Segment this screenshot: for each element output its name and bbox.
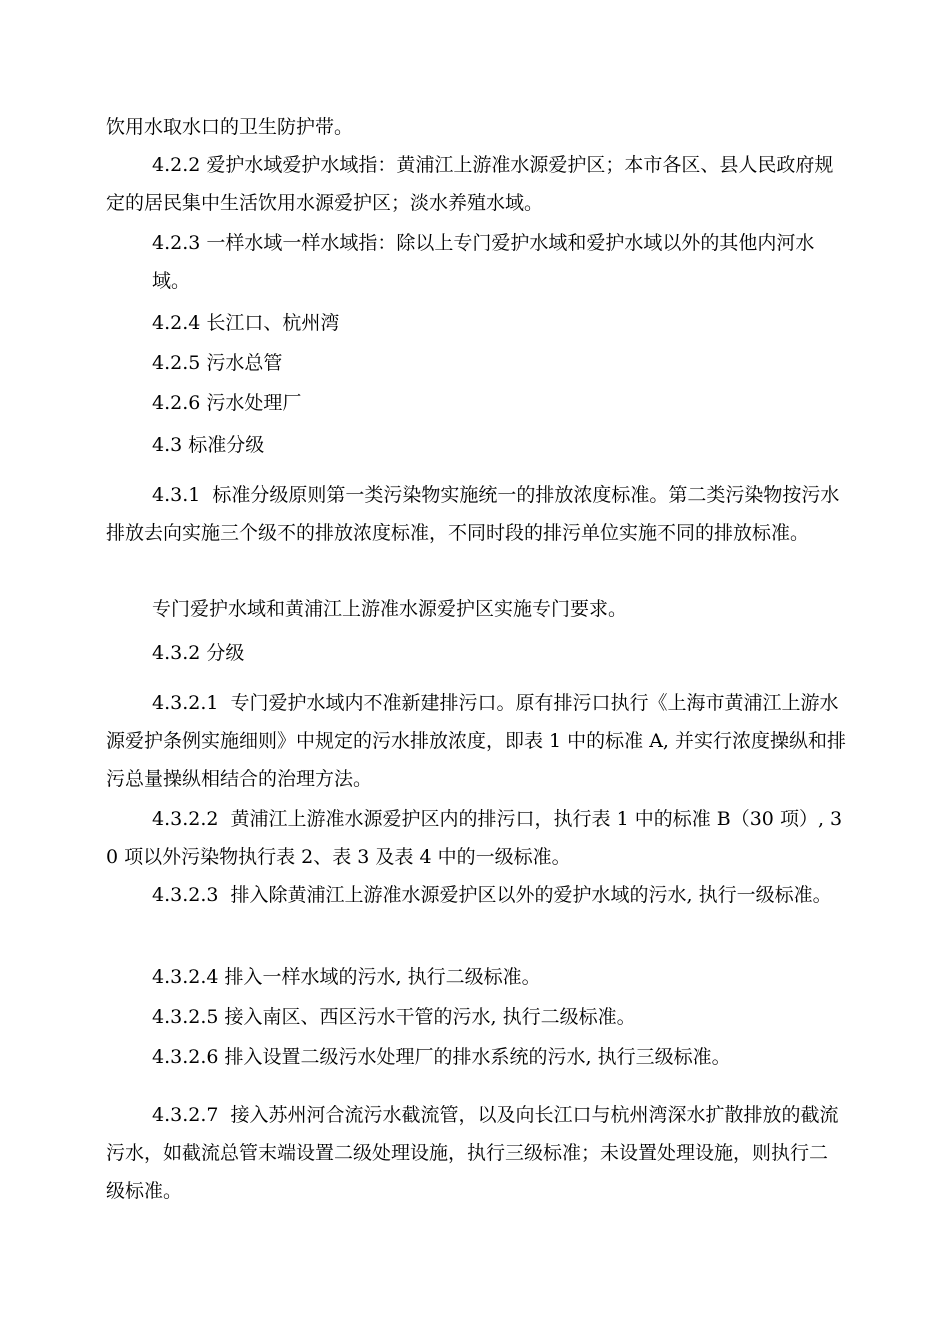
paragraph-4-3-1: 4.3.1 标准分级原则第一类污染物实施统一的排放浓度标准。第二类污染物按污水排放去向实施三个级不的排放浓度标准，不同时段的排污单位实施不同的排放标准。 [106, 484, 840, 544]
heading-4-3-2: 4.3.2 分级 [152, 642, 245, 664]
paragraph-4-3-2-5: 4.3.2.5 接入南区、西区污水干管的污水, 执行二级标准。 [152, 1006, 636, 1028]
paragraph-4-3-2-6: 4.3.2.6 排入设置二级污水处理厂的排水系统的污水, 执行三级标准。 [152, 1046, 731, 1068]
paragraph-4-2-3: 4.2.3 一样水域一样水域指：除以上专门爱护水域和爱护水域以外的其他内河水域。 [152, 232, 815, 292]
paragraph-4-3-2-4: 4.3.2.4 排入一样水域的污水, 执行二级标准。 [152, 966, 541, 988]
paragraph-4-3-2-3: 4.3.2.3 排入除黄浦江上游准水源爱护区以外的爱护水域的污水, 执行一级标准。 [152, 884, 832, 906]
paragraph-continuation: 饮用水取水口的卫生防护带。 [106, 116, 354, 138]
paragraph-special-requirements: 专门爱护水域和黄浦江上游准水源爱护区实施专门要求。 [152, 598, 628, 620]
heading-4-3: 4.3 标准分级 [152, 434, 265, 456]
paragraph-4-2-5: 4.2.5 污水总管 [152, 352, 283, 374]
paragraph-4-2-4: 4.2.4 长江口、杭州湾 [152, 312, 340, 334]
paragraph-4-3-2-7: 4.3.2.7 接入苏州河合流污水截流管，以及向长江口与杭州湾深水扩散排放的截流污水，如截流总管末端设置二级处理设施，执行三级标准；未设置处理设施，则执行二级标准。 [106, 1104, 839, 1202]
paragraph-4-3-2-2: 4.3.2.2 黄浦江上游准水源爱护区内的排污口，执行表 1 中的标准 B（30 项）, 30 项以外污染物执行表 2、表 3 及表 4 中的一级标准。 [106, 808, 843, 868]
paragraph-4-2-2: 4.2.2 爱护水域爱护水域指：黄浦江上游准水源爱护区；本市各区、县人民政府规定的居民集中生活饮用水源爱护区；淡水养殖水域。 [106, 154, 834, 214]
paragraph-4-2-6: 4.2.6 污水处理厂 [152, 392, 302, 414]
paragraph-4-3-2-1: 4.3.2.1 专门爱护水域内不准新建排污口。原有排污口执行《上海市黄浦江上游水源爱护条例实施细则》中规定的污水排放浓度，即表 1 中的标准 A, 并实行浓度操纵和排污总量操纵相结合的治理方法。 [106, 692, 846, 790]
